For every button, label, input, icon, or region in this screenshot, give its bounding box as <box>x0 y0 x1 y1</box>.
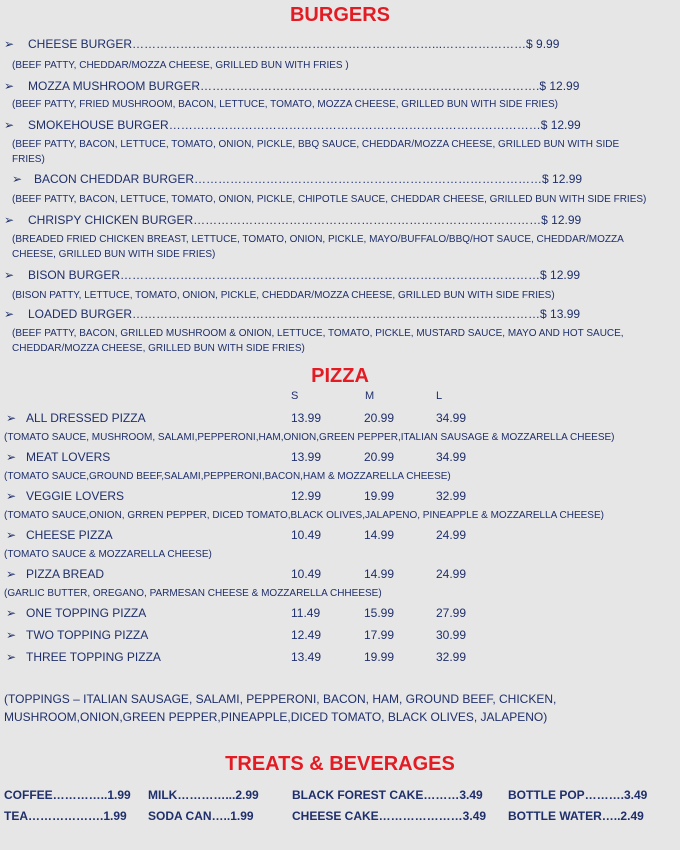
treat-black-forest-cake: BLACK FOREST CAKE………3.49 <box>292 788 483 802</box>
price-large: 27.99 <box>436 606 467 620</box>
price-large: 30.99 <box>436 628 467 642</box>
bullet-icon: ➢ <box>4 37 15 51</box>
price-small: 13.99 <box>291 411 322 425</box>
price-large: 34.99 <box>436 411 467 425</box>
price-large: 32.99 <box>436 489 467 503</box>
treat-cheese-cake: CHEESE CAKE…………………3.49 <box>292 809 487 823</box>
bullet-icon: ➢ <box>4 79 15 93</box>
price-small: 10.49 <box>291 528 322 542</box>
bullet-icon: ➢ <box>6 528 17 542</box>
treat-tea: TEA……………….1.99 <box>4 809 127 823</box>
pizza-item-one-topping: ONE TOPPING PIZZA <box>26 606 147 620</box>
burger-desc-bison: (BISON PATTY, LETTUCE, TOMATO, ONION, PICKLE, CHEDDAR/MOZZA CHEESE, GRILLED BUN WITH SIDE FRIES) <box>12 290 555 301</box>
price-medium: 14.99 <box>364 528 395 542</box>
price-small: 12.49 <box>291 628 322 642</box>
burger-desc-smokehouse: (BEEF PATTY, BACON, LETTUCE, TOMATO, ONION, PICKLE, BBQ SAUCE, CHEDDAR/MOZZA CHEESE, GRILLED BUN WITH SIDE FRIES) <box>12 139 620 165</box>
treat-bottle-pop: BOTTLE POP……….3.49 <box>508 788 648 802</box>
price-medium: 20.99 <box>364 450 395 464</box>
pizza-desc-cheese: (TOMATO SAUCE & MOZZARELLA CHEESE) <box>4 549 212 560</box>
size-header-s: S <box>291 390 299 402</box>
burger-item-loaded: LOADED BURGER…………………………………………………………………………………………$ 13.99 <box>28 307 581 321</box>
price-large: 32.99 <box>436 650 467 664</box>
burger-desc-bacon-cheddar: (BEEF PATTY, BACON, LETTUCE, TOMATO, ONION, PICKLE, CHIPOTLE SAUCE, CHEDDAR CHEESE, GRILLED BUN WITH SIDE FRIES) <box>12 194 647 205</box>
treats-heading: TREATS & BEVERAGES <box>225 753 455 775</box>
bullet-icon: ➢ <box>4 213 15 227</box>
pizza-item-meat-lovers: MEAT LOVERS <box>26 450 111 464</box>
burger-item-mozza-mushroom: MOZZA MUSHROOM BURGER………………………………………………………………………….$ 12.99 <box>28 79 580 93</box>
burger-item-smokehouse: SMOKEHOUSE BURGER…………………………………………………………………………………$ 12.99 <box>28 118 581 132</box>
bullet-icon: ➢ <box>6 450 17 464</box>
pizza-item-pizza-bread: PIZZA BREAD <box>26 567 105 581</box>
price-small: 11.49 <box>291 606 321 620</box>
treat-coffee: COFFEE…………..1.99 <box>4 788 131 802</box>
bullet-icon: ➢ <box>4 268 15 282</box>
treat-soda-can: SODA CAN…..1.99 <box>148 809 254 823</box>
bullet-icon: ➢ <box>6 606 17 620</box>
burgers-heading: BURGERS <box>289 4 390 26</box>
pizza-item-three-topping: THREE TOPPING PIZZA <box>26 650 161 664</box>
price-large: 24.99 <box>436 567 467 581</box>
treat-bottle-water: BOTTLE WATER…..2.49 <box>508 809 644 823</box>
pizza-heading: PIZZA <box>311 365 369 387</box>
pizza-item-veggie-lovers: VEGGIE LOVERS <box>26 489 125 503</box>
bullet-icon: ➢ <box>6 567 17 581</box>
pizza-desc-pizza-bread: (GARLIC BUTTER, OREGANO, PARMESAN CHEESE & MOZZARELLA CHHEESE) <box>4 588 382 599</box>
burger-desc-loaded: (BEEF PATTY, BACON, GRILLED MUSHROOM & ONION, LETTUCE, TOMATO, PICKLE, MUSTARD SAUCE, MAYO AND HOT SAUCE, CHEDDAR/MOZZA CHEESE, GRILLED BUN WITH SIDE FRIES) <box>12 328 624 354</box>
bullet-icon: ➢ <box>4 118 15 132</box>
price-medium: 19.99 <box>364 489 395 503</box>
burger-desc-crispy-chicken: (BREADED FRIED CHICKEN BREAST, LETTUCE, TOMATO, ONION, PICKLE, MAYO/BUFFALO/BBQ/HOT SAUCE, CHEDDAR/MOZZA CHEESE, GRILLED BUN WITH SIDE FRIES) <box>12 234 624 260</box>
bullet-icon: ➢ <box>6 628 17 642</box>
bullet-icon: ➢ <box>6 489 17 503</box>
price-medium: 19.99 <box>364 650 395 664</box>
burger-item-crispy-chicken: CHRISPY CHICKEN BURGER……………………………………………………………………………$ 12.99 <box>28 213 582 227</box>
price-small: 13.99 <box>291 450 322 464</box>
price-small: 10.49 <box>291 567 322 581</box>
bullet-icon: ➢ <box>4 307 15 321</box>
bullet-icon: ➢ <box>12 172 23 186</box>
pizza-item-cheese: CHEESE PIZZA <box>26 528 113 542</box>
size-header-l: L <box>436 390 443 402</box>
bullet-icon: ➢ <box>6 411 17 425</box>
toppings-list: (TOPPINGS – ITALIAN SAUSAGE, SALAMI, PEPPERONI, BACON, HAM, GROUND BEEF, CHICKEN, MUSHROOM,ONION,GREEN PEPPER,PINEAPPLE,DICED TOMATO, BLACK OLIVES, JALAPENO) <box>4 692 557 724</box>
pizza-item-two-topping: TWO TOPPING PIZZA <box>26 628 149 642</box>
price-small: 12.99 <box>291 489 322 503</box>
price-small: 13.49 <box>291 650 322 664</box>
pizza-desc-veggie-lovers: (TOMATO SAUCE,ONION, GRREN PEPPER, DICED TOMATO,BLACK OLIVES,JALAPENO, PINEAPPLE & MOZZARELLA CHEESE) <box>4 510 604 521</box>
burger-item-cheese: CHEESE BURGER…………………………………………………………………...…………………$ 9.99 <box>28 37 560 51</box>
pizza-desc-meat-lovers: (TOMATO SAUCE,GROUND BEEF,SALAMI,PEPPERONI,BACON,HAM & MOZZARELLA CHEESE) <box>4 471 451 482</box>
treat-milk: MILK…………...2.99 <box>148 788 259 802</box>
price-large: 34.99 <box>436 450 467 464</box>
price-large: 24.99 <box>436 528 467 542</box>
pizza-item-all-dressed: ALL DRESSED PIZZA <box>26 411 146 425</box>
pizza-desc-all-dressed: (TOMATO SAUCE, MUSHROOM, SALAMI,PEPPERONI,HAM,ONION,GREEN PEPPER,ITALIAN SAUSAGE & MOZZARELLA CHEESE) <box>4 432 615 443</box>
price-medium: 14.99 <box>364 567 395 581</box>
burger-item-bacon-cheddar: BACON CHEDDAR BURGER……………………………………………………………………………$ 12.99 <box>34 172 583 186</box>
price-medium: 20.99 <box>364 411 395 425</box>
price-medium: 17.99 <box>364 628 395 642</box>
burger-item-bison: BISON BURGER……………………………………………………………………………………………$ 12.99 <box>28 268 581 282</box>
bullet-icon: ➢ <box>6 650 17 664</box>
size-header-m: M <box>365 390 375 402</box>
burger-desc-mozza-mushroom: (BEEF PATTY, FRIED MUSHROOM, BACON, LETTUCE, TOMATO, MOZZA CHEESE, GRILLED BUN WITH SIDE FRIES) <box>12 99 558 110</box>
burger-desc-cheese: (BEEF PATTY, CHEDDAR/MOZZA CHEESE, GRILLED BUN WITH FRIES ) <box>12 60 349 71</box>
price-medium: 15.99 <box>364 606 395 620</box>
